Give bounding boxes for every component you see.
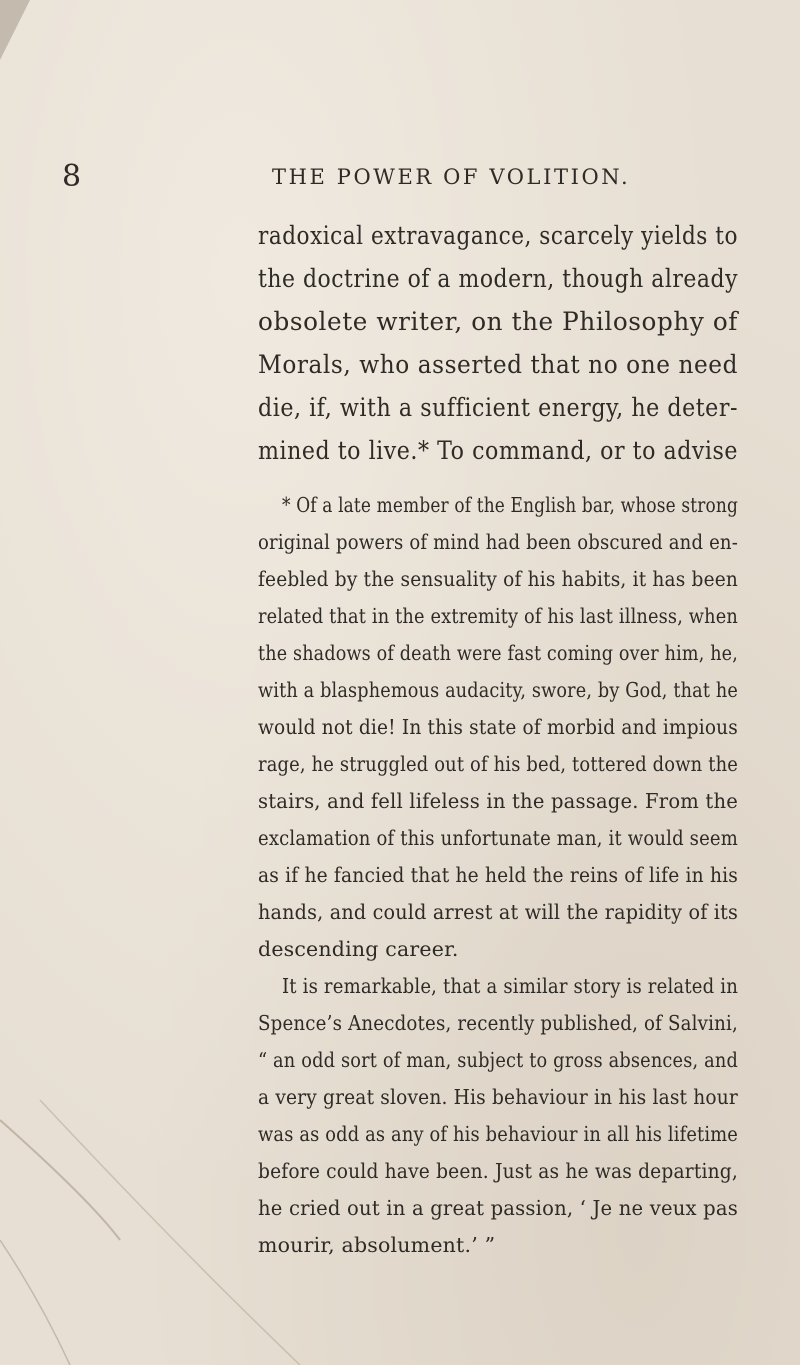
fold-line-left: [0, 1120, 120, 1240]
body-line: die, if, with a sufficient energy, he deter-: [258, 393, 738, 422]
footnote-line: * Of a late member of the English bar, whose strong: [282, 493, 738, 517]
footnote-line: hands, and could arrest at will the rapidity of its: [258, 900, 738, 924]
footnote-line: he cried out in a great passion, ‘ Je ne veux pas: [258, 1196, 738, 1220]
footnote-line: a very great sloven. His behaviour in his last hour: [258, 1085, 738, 1109]
footnote-line: mourir, absolument.’ ”: [258, 1233, 496, 1257]
body-line: Morals, who asserted that no one need: [258, 350, 738, 379]
footnote-line: stairs, and fell lifeless in the passage. From the: [258, 789, 738, 813]
body-line: the doctrine of a modern, though already: [258, 264, 738, 293]
body-line: mined to live.* To command, or to advise: [258, 436, 738, 465]
footnote-line: as if he fancied that he held the reins of life in his: [258, 863, 738, 887]
body-line: obsolete writer, on the Philosophy of: [258, 307, 738, 336]
footnote-line: would not die! In this state of morbid and impious: [258, 715, 738, 739]
footnote-line: It is remarkable, that a similar story is related in: [282, 974, 738, 998]
footnote-line: exclamation of this unfortunate man, it would seem: [258, 826, 738, 850]
fold-line-corner: [0, 1240, 70, 1365]
footnote-line: rage, he struggled out of his bed, tottered down the: [258, 752, 738, 776]
footnote-line: original powers of mind had been obscured and en-: [258, 530, 738, 554]
footnote-line: feebled by the sensuality of his habits, it has been: [258, 567, 738, 591]
footnote-line: with a blasphemous audacity, swore, by God, that he: [258, 678, 738, 702]
top-left-shadow: [0, 0, 30, 60]
body-line: radoxical extravagance, scarcely yields to: [258, 221, 738, 250]
footnote-line: the shadows of death were fast coming over him, he,: [258, 641, 738, 665]
footnote-line: Spence’s Anecdotes, recently published, of Salvini,: [258, 1011, 738, 1035]
footnote-line: related that in the extremity of his last illness, when: [258, 604, 738, 628]
page-number: 8: [62, 159, 82, 194]
running-title: THE POWER OF VOLITION.: [272, 165, 631, 189]
footnote-line: before could have been. Just as he was departing,: [258, 1159, 738, 1183]
footnote-line: was as odd as any of his behaviour in all his lifetime: [258, 1122, 738, 1146]
running-header: [62, 160, 732, 194]
footnote-line: “ an odd sort of man, subject to gross absences, and: [258, 1048, 738, 1072]
footnote-line: descending career.: [258, 937, 459, 961]
